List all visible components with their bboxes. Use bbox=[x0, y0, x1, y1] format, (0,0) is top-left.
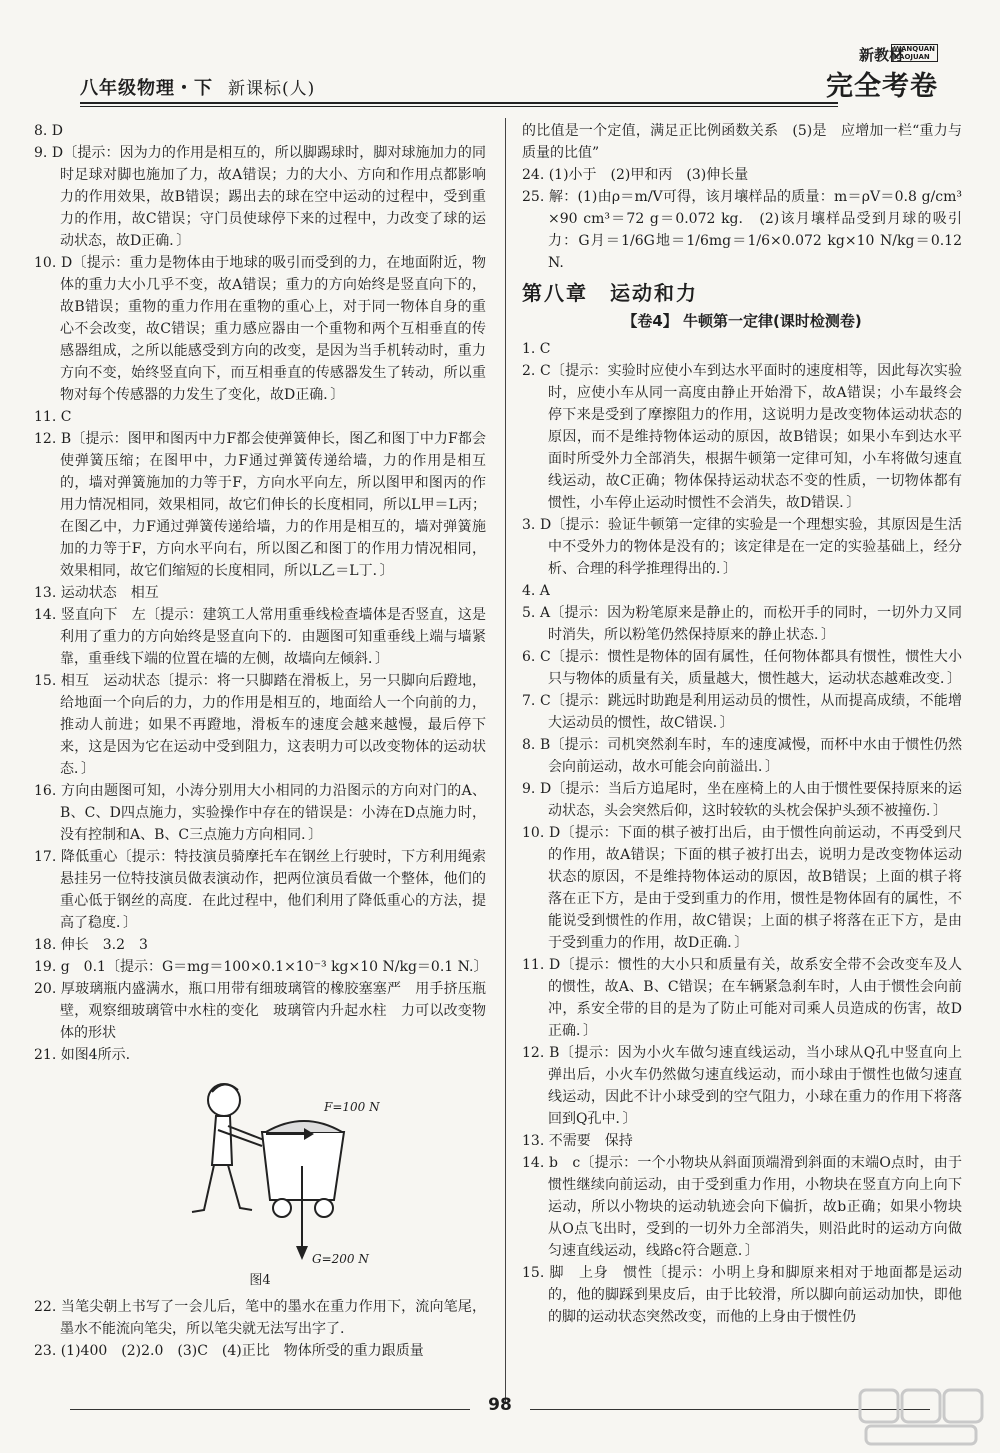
answer-item: 9. D〔提示：当后方追尾时，坐在座椅上的人由于惯性要保持原来的运动状态，头会突然后仰，这时较软的头枕会保护头颈不被撞伤．〕 bbox=[522, 781, 962, 819]
gravity-label: G=200 N bbox=[312, 1252, 369, 1266]
answer-item: 11. D〔提示：惯性的大小只和质量有关，故系安全带不会改变车及人的惯性，故A、B、C错误；在车辆紧急刹车时，人由于惯性会向前冲，系安全带的目的是为了防止可能对司乘人员造成的伤害，故D正确．〕 bbox=[522, 957, 962, 1039]
page-header bbox=[80, 38, 938, 102]
right-column bbox=[522, 120, 962, 1328]
answer-item: 25. 解：(1)由ρ＝m/V可得，该月壤样品的质量：m＝ρV＝0.8 g/cm³×90 cm³＝72 g＝0.072 kg. (2)该月壤样品受到月球的吸引力：G月＝1/6G地＝1/6mg＝1/6×0.072 kg×10 N/kg＝0.12 N. bbox=[522, 189, 962, 271]
force-label: F=100 N bbox=[324, 1100, 380, 1114]
column-divider bbox=[505, 118, 506, 1403]
answer-item: 15. 脚 上身 惯性〔提示：小明上身和脚原来相对于地面都是运动的，他的脚踩到果皮后，由于比较滑，所以脚向前运动加快，即他的脚的运动状态突然改变，而他的上身由于惯性仍 bbox=[522, 1265, 962, 1325]
answer-item: 10. D〔提示：下面的棋子被打出后，由于惯性向前运动，不再受到尺的作用，故A错误；下面的棋子被打出去，说明力是改变物体运动状态的原因，不是维持物体运动的原因，故B错误；上面的棋子将落在正下方，是由于受到重力的作用，惯性是物体固有的属性，不能说受到惯性的作用，故C错误；上面的棋子将落在正下方，是由于受到重力的作用，故D正确．〕 bbox=[522, 825, 962, 951]
answer-item: 5. A〔提示：因为粉笔原来是静止的，而松开手的同时，一切外力又同时消失，所以粉笔仍然保持原来的静止状态．〕 bbox=[522, 605, 962, 643]
answer-item: 8. D bbox=[34, 123, 64, 139]
figure-caption: 图4 bbox=[249, 1273, 271, 1288]
answer-item: 13. 运动状态 相互 bbox=[34, 585, 159, 601]
answer-item: 22. 当笔尖朝上书写了一会儿后，笔中的墨水在重力作用下，流向笔尾，墨水不能流向笔尖，所以笔尖就无法写出字了. bbox=[34, 1299, 486, 1337]
answer-item: 14. b c〔提示：一个小物块从斜面顶端滑到斜面的末端O点时，由于惯性继续向前运动，由于受到重力作用，小物块在竖直方向上向下运动，所以小物块的运动轨迹会向下偏折，故b正确；如果小物块从O点飞出时，受到的一切外力全部消失，则沿此时的运动方向做匀速直线运动，线路c符合题意．〕 bbox=[522, 1155, 962, 1259]
answer-item: 23. (1)400 (2)2.0 (3)C (4)正比 物体所受的重力跟质量 bbox=[34, 1343, 424, 1359]
edition-label: 新课标(人) bbox=[228, 79, 316, 99]
answer-item: 9. D〔提示：因为力的作用是相互的，所以脚踢球时，脚对球施加力的同时足球对脚也施加了力，故A错误；力的大小、方向和作用点都影响力的作用效果，故B错误；踢出去的球在空中运动的过程中，受到重力的作用，故C错误；守门员使球停下来的过程中，力改变了球的运动状态，故D正确．〕 bbox=[34, 145, 486, 249]
answer-item: 15. 相互 运动状态〔提示：将一只脚踏在滑板上，另一只脚向后蹬地，给地面一个向后的力，力的作用是相互的，地面给人一个向前的力，推动人前进；如果不再蹬地，滑板车的速度会越来越慢，最后停下来，这是因为它在运动中受到阻力，这表明力可以改变物体的运动状态．〕 bbox=[34, 673, 486, 777]
answer-item: 21. 如图4所示. bbox=[34, 1047, 131, 1063]
answer-item: 18. 伸长 3.2 3 bbox=[34, 937, 148, 953]
section-heading: 【卷4】 牛顿第一定律(课时检测卷) bbox=[622, 312, 862, 330]
answer-item: 2. C〔提示：实验时应使小车到达水平面时的速度相等，因此每次实验时，应使小车从同一高度由静止开始滑下，故A错误；小车最终会停下来是受到了摩擦阻力的作用，这说明力是改变物体运动状态的原因，而不是维持物体运动的原因，故B错误；如果小车到达水平面时所受外力全部消失，根据牛顿第一定律可知，小车将做匀速直线运动，故C正确；物体保持运动状态不变的性质，一切物体都有惯性，小车停止运动时惯性不会消失，故D错误．〕 bbox=[522, 363, 962, 511]
answer-item: 3. D〔提示：验证牛顿第一定律的实验是一个理想实验，其原因是生活中不受外力的物体是没有的；该定律是在一定的实验基础上，经分析、合理的科学推理得出的．〕 bbox=[522, 517, 962, 577]
logo-top-text: 新教材 bbox=[858, 46, 904, 64]
answer-item: 10. D〔提示：重力是物体由于地球的吸引而受到的力，在地面附近，物体的重力大小几乎不变，故A错误；重力的方向始终是竖直向下的，故B错误；重物的重力作用在重物的重心上，对于同一物体自身的重心不会改变，故C错误；重力感应器由一个重物和两个互相垂直的传感器组成，之所以能感受到方向的改变，是因为当手机转动时，重力方向不变，始终竖直向下，而互相垂直的传感器发生了转动，所以重物对每个传感器的力发生了变化，故D正确．〕 bbox=[34, 255, 486, 403]
footer-rule-left bbox=[70, 1409, 470, 1410]
answer-item: 12. B〔提示：图甲和图丙中力F都会使弹簧伸长，图乙和图丁中力F都会使弹簧压缩；在图甲中，力F通过弹簧传递给墙，力的作用是相互的，墙对弹簧施加的力等于F，方向水平向左，所以图甲和图丙的作用力情况相同，效果相同，故它们伸长的长度相同，所以L甲＝L丙；在图乙中，力F通过弹簧传递给墙，力的作用是相互的，墙对弹簧施加的力等于F，方向水平向右，所以图乙和图丁的作用力情况相同，效果相同，故它们缩短的长度相同，所以L乙＝L丁．〕 bbox=[34, 431, 486, 579]
answer-item: 1. C bbox=[522, 341, 551, 357]
answer-item: 6. C〔提示：惯性是物体的固有属性，任何物体都具有惯性，惯性大小只与物体的质量有关，质量越大，惯性越大，运动状态越难改变．〕 bbox=[522, 649, 962, 687]
answer-item: 4. A bbox=[522, 583, 550, 599]
answer-item: 14. 竖直向下 左〔提示：建筑工人常用重垂线检查墙体是否竖直，这是利用了重力的方向始终是竖直向下的．由题图可知重垂线上端与墙紧靠，重垂线下端的位置在墙的左侧，故墙向左倾斜．〕 bbox=[34, 607, 486, 667]
logo-latin-text: WANQUAN KAOJUAN bbox=[891, 44, 938, 62]
header-rule bbox=[80, 102, 838, 104]
chapter-heading: 第八章 运动和力 bbox=[522, 281, 698, 305]
answer-item: 16. 方向由题图可知，小涛分别用大小相同的力沿图示的方向对门的A、B、C、D四点施力，实验操作中存在的错误是：小涛在D点施力时，没有控制和A、B、C三点施力方向相同．〕 bbox=[34, 783, 486, 843]
logo-main-text: 完全考卷 bbox=[826, 71, 938, 102]
answer-continuation: 的比值是一个定值，满足正比例函数关系 (5)是 应增加一栏“重力与质量的比值” bbox=[522, 123, 962, 161]
page-footer bbox=[70, 1395, 930, 1425]
brand-logo bbox=[818, 38, 938, 104]
answer-item: 19. g 0.1〔提示：G＝mg＝100×0.1×10⁻³ kg×10 N/kg＝0.1 N.〕 bbox=[34, 959, 488, 975]
answer-item: 24. (1)小于 (2)甲和丙 (3)伸长量 bbox=[522, 167, 749, 183]
watermark-logo bbox=[856, 1386, 986, 1448]
answer-item: 20. 厚玻璃瓶内盛满水，瓶口用带有细玻璃管的橡胶塞塞严 用手挤压瓶壁，观察细玻璃管中水柱的变化 玻璃管内升起水柱 力可以改变物体的形状 bbox=[34, 981, 486, 1041]
subject-title: 八年级物理・下 bbox=[80, 78, 213, 99]
header-rule-thin bbox=[80, 106, 838, 107]
answer-item: 7. C〔提示：跳远时助跑是利用运动员的惯性，从而提高成绩，不能增大运动员的惯性，故C错误．〕 bbox=[522, 693, 962, 731]
answer-item: 13. 不需要 保持 bbox=[522, 1133, 633, 1149]
answer-item: 12. B〔提示：因为小火车做匀速直线运动，当小球从Q孔中竖直向上弹出后，小火车仍然做匀速直线运动，而小球由于惯性也做匀速直线运动，因此不计小球受到的空气阻力，小球在重力的作用下将落回到Q孔中．〕 bbox=[522, 1045, 962, 1127]
answer-item: 17. 降低重心〔提示：特技演员骑摩托车在钢丝上行驶时，下方利用绳索悬挂另一位特技演员做表演动作，把两位演员看做一个整体，他们的重心低于钢丝的高度．在此过程中，他们利用了降低重心的方法，提高了稳度．〕 bbox=[34, 849, 486, 931]
answer-item: 8. B〔提示：司机突然刹车时，车的速度减慢，而杯中水由于惯性仍然会向前运动，故水可能会向前溢出．〕 bbox=[522, 737, 962, 775]
figure-4 bbox=[34, 1070, 486, 1270]
answer-item: 11. C bbox=[34, 409, 72, 425]
left-column bbox=[34, 120, 486, 1362]
page-number: 98 bbox=[488, 1395, 512, 1415]
